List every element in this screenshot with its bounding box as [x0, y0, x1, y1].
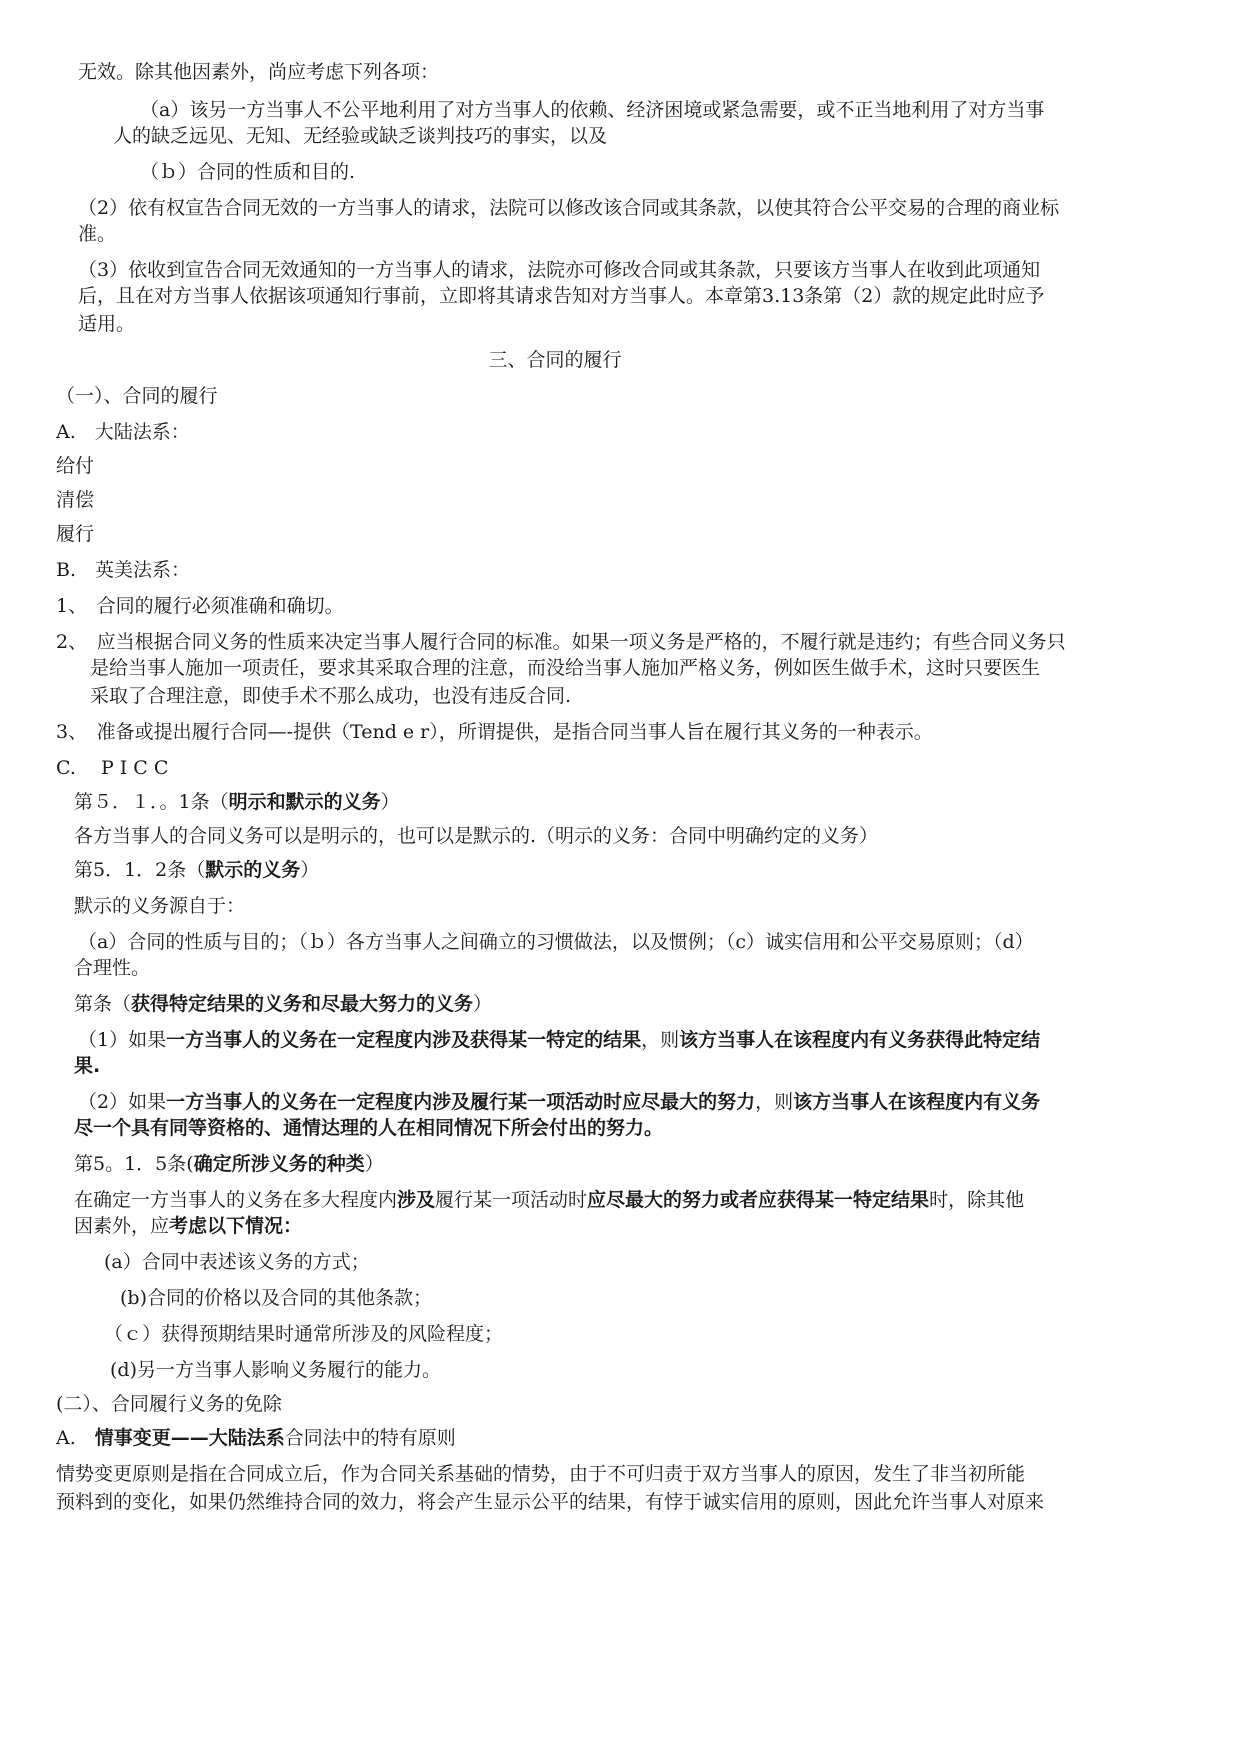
bold-run: 一方当事人的义务在一定程度内涉及履行某一项活动时应尽最大的努力: [166, 1091, 756, 1113]
list-item: 2、 应当根据合同义务的性质来决定当事人履行合同的标准。如果一项义务是严格的，不履行就是违约；有些合同义务只: [56, 631, 1066, 653]
text-line: 人的缺乏远见、无知、无经验或缺乏谈判技巧的事实，以及: [113, 125, 608, 147]
text-line: 预料到的变化，如果仍然维持合同的效力，将会产生显示公平的结果，有悖于诚实信用的原则，因此允许当事人对原来: [56, 1491, 1045, 1513]
text-line: （a）该另一方当事人不公平地利用了对方当事人的依赖、经济困境或紧急需要，或不正当地利用了对方当事: [140, 99, 1045, 121]
text-line: 准。: [78, 223, 117, 245]
article-heading: [74, 858, 319, 882]
bold-run: 默示的义务: [205, 859, 301, 881]
text-line: 清偿: [56, 489, 95, 511]
text-run: ）: [300, 859, 320, 881]
text-line: 各方当事人的合同义务可以是明示的，也可以是默示的.（明示的义务：合同中明确约定的义务）: [74, 825, 879, 847]
bold-run: 考虑以下情况：: [169, 1215, 303, 1237]
text-line: [74, 1214, 302, 1238]
text-line: A. 大陆法系：: [56, 421, 190, 443]
text-line: 给付: [56, 455, 95, 477]
list-item: (b)合同的价格以及合同的其他条款；: [120, 1287, 432, 1309]
text-run: ，则: [641, 1029, 680, 1051]
bold-run: 该方当事人在该程度内有义务获得此特定结: [679, 1029, 1041, 1051]
text-run: 第5。1．5条(: [74, 1153, 194, 1175]
text-line: [74, 1054, 100, 1078]
text-line: [56, 1426, 456, 1450]
text-line: 无效。除其他因素外，尚应考虑下列各项：: [78, 61, 440, 83]
text-line: [78, 1090, 1040, 1114]
list-item: （ｃ）获得预期结果时通常所涉及的风险程度；: [104, 1323, 504, 1345]
text-line: B. 英美法系：: [56, 559, 191, 581]
bold-run: 应尽最大的努力或者应获得某一特定结果: [587, 1189, 930, 1211]
text-line: （ｂ）合同的性质和目的.: [140, 161, 356, 183]
text-line: 情势变更原则是指在合同成立后，作为合同关系基础的情势，由于不可归责于双方当事人的原因，发生了非当初所能: [56, 1463, 1026, 1485]
text-line: 是给当事人施加一项责任，要求其采取合理的注意，而没给当事人施加严格义务，例如医生做手术，这时只要医生: [90, 657, 1041, 679]
text-line: 适用。: [78, 313, 136, 335]
text-run: 因素外，应: [74, 1215, 170, 1237]
text-line: （2）依有权宣告合同无效的一方当事人的请求，法院可以修改该合同或其条款，以使其符合公平交易的合理的商业标: [78, 197, 1060, 219]
list-item: (a）合同中表述该义务的方式；: [104, 1251, 370, 1273]
text-line: 后，且在对方当事人依据该项通知行事前，立即将其请求告知对方当事人。本章第3.13条第（2）款的规定此时应予: [78, 285, 1045, 307]
text-line: [74, 1188, 1024, 1212]
text-run: ）: [364, 1153, 384, 1175]
list-item: 1、 合同的履行必须准确和确切。: [56, 595, 344, 617]
text-run: 合同法中的特有原则: [284, 1427, 456, 1449]
bold-run: 情事变更——大陆法系: [94, 1427, 285, 1449]
bold-run: 确定所涉义务的种类: [193, 1153, 365, 1175]
text-run: 第5．1．2条（: [74, 859, 206, 881]
text-run: 时，除其他: [929, 1189, 1025, 1211]
text-run: （1）如果: [78, 1029, 167, 1051]
bold-run: 获得特定结果的义务和尽最大努力的义务: [131, 993, 474, 1015]
text-line: [78, 1028, 1040, 1052]
bold-run: 该方当事人在该程度内有义务: [793, 1091, 1041, 1113]
article-heading: [74, 790, 400, 814]
article-heading: [74, 992, 492, 1016]
text-line: （a）合同的性质与目的；（ｂ）各方当事人之间确立的习惯做法，以及惯例；（c）诚实信用和公平交易原则；（d）: [78, 931, 1034, 953]
text-line: [74, 1116, 663, 1140]
bold-run: 涉及: [397, 1189, 436, 1211]
subsection-heading: (二）、合同履行义务的免除: [56, 1393, 282, 1415]
text-line: 履行: [56, 523, 95, 545]
text-line: 采取了合理注意，即使手术不那么成功，也没有违反合同.: [90, 685, 572, 707]
text-run: 履行某一项活动时: [435, 1189, 588, 1211]
text-run: 第５．１．。1条（: [74, 791, 229, 813]
text-run: 第条（: [74, 993, 132, 1015]
article-heading: [74, 1152, 384, 1176]
text-line: 默示的义务源自于：: [74, 895, 246, 917]
bold-run: 果.: [74, 1055, 101, 1077]
bold-run: 尽一个具有同等资格的、通情达理的人在相同情况下所会付出的努力。: [74, 1117, 664, 1139]
text-run: ）: [380, 791, 400, 813]
list-item: (d)另一方当事人影响义务履行的能力。: [110, 1359, 441, 1381]
text-run: A.: [56, 1427, 95, 1449]
text-run: ，则: [755, 1091, 794, 1113]
text-line: 合理性。: [74, 957, 151, 979]
text-line: （3）依收到宣告合同无效通知的一方当事人的请求，法院亦可修改合同或其条款，只要该方当事人在收到此项通知: [78, 259, 1041, 281]
text-run: ）: [473, 993, 493, 1015]
text-line: C. P I C C: [56, 757, 169, 779]
section-heading: 三、合同的履行: [488, 349, 622, 371]
bold-run: 明示和默示的义务: [228, 791, 381, 813]
text-run: 在确定一方当事人的义务在多大程度内: [74, 1189, 398, 1211]
subsection-heading: （一）、合同的履行: [56, 385, 218, 407]
list-item: 3、 准备或提出履行合同—-提供（Tend e r），所谓提供，是指合同当事人旨在履行其义务的一种表示。: [56, 721, 933, 743]
text-run: （2）如果: [78, 1091, 167, 1113]
bold-run: 一方当事人的义务在一定程度内涉及获得某一特定的结果: [166, 1029, 642, 1051]
